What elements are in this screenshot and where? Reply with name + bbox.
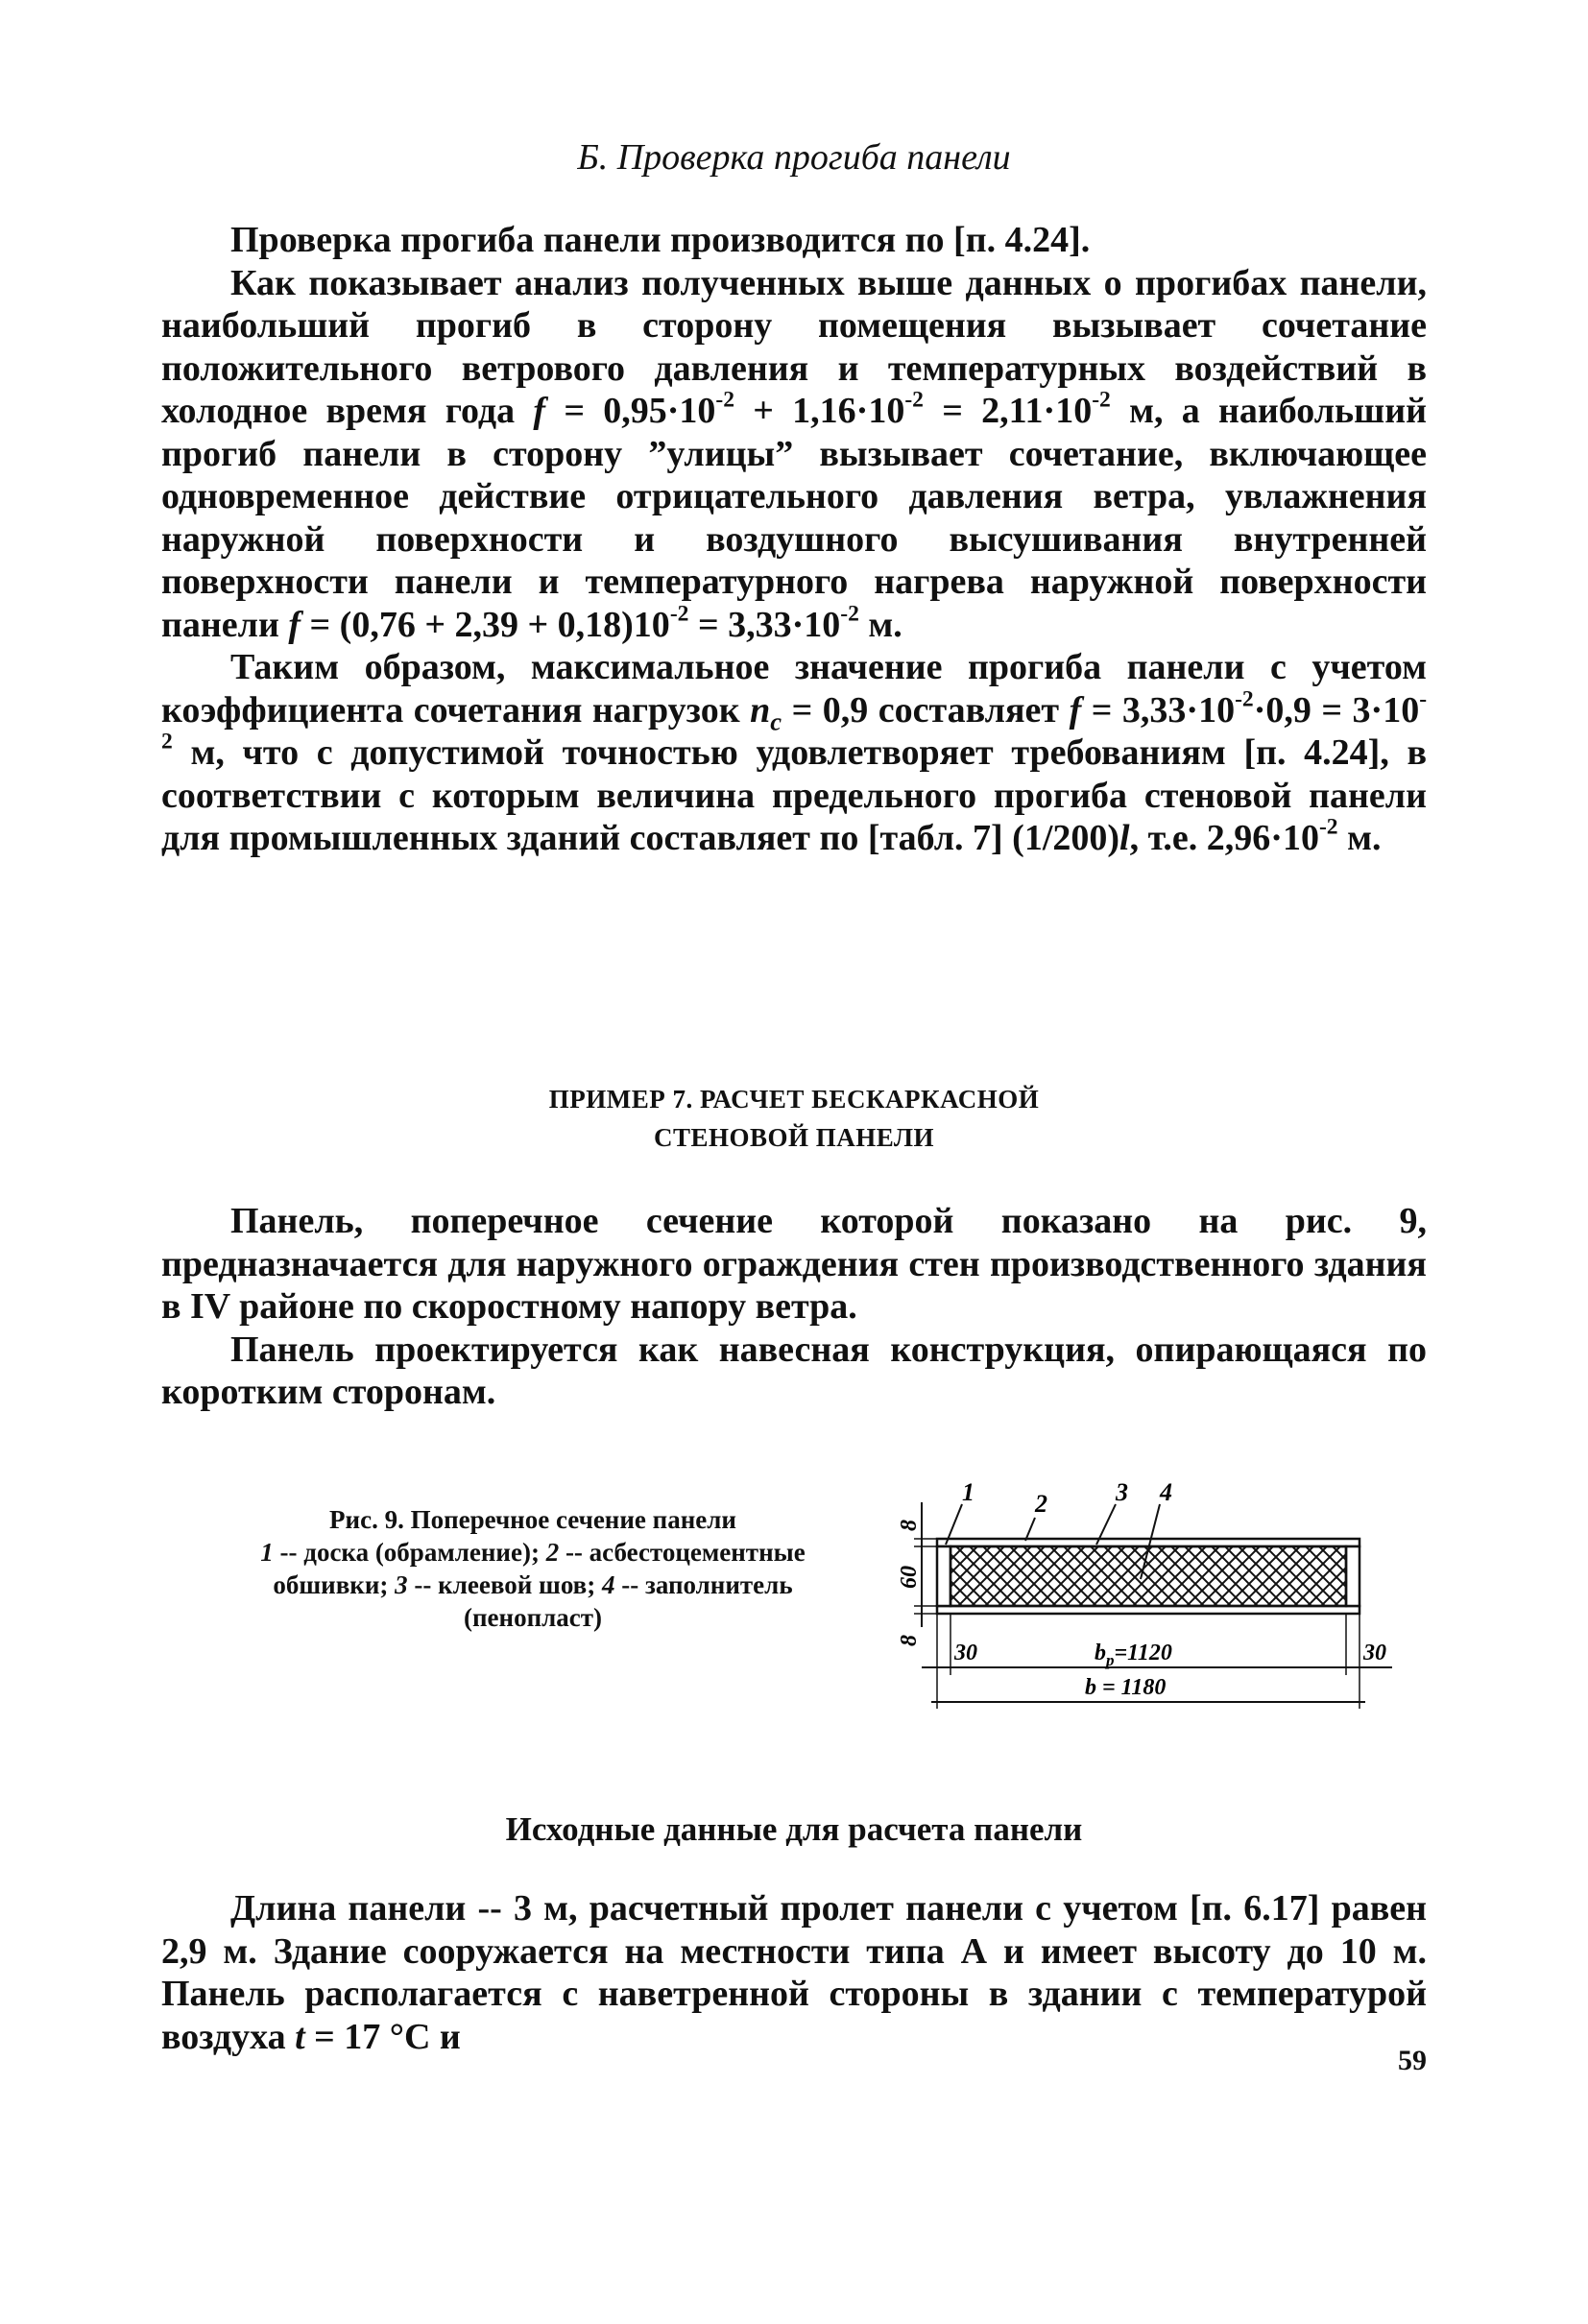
- paragraph: Панель, поперечное сечение которой показано на рис. 9, предназначается для наружного ограждения стен производственного здания в IV районе по скоростному напору ветра.: [161, 1201, 1427, 1327]
- dim-bottom-skin: 8: [897, 1635, 922, 1646]
- right-frame-board: [1346, 1546, 1359, 1606]
- text-section-input-data: [161, 1887, 1427, 2058]
- paragraph: Как показывает анализ полученных выше данных о прогибах панели, наибольший прогиб в сторону помещения вызывает сочетание положительного ветрового давления и температурных воздействий в холодное время года $f = 0,95\cdot 10^{-2} + 1,16\cdot 10^{-2} = 2,11\cdot 10^{-2}$ м, а наибольший прогиб панели в сторону ”улицы” вызывает сочетание, включающее одновременное действие отрицательного давления ветра, увлажнения наружной поверхности и воздушного высушивания внутренней поверхности панели и температурного нагрева наружной поверхности панели $f = (0,76 + 2,39 + 0,18)10^{-2} = 3,33\cdot 10^{-2}$ м.: [161, 262, 1428, 645]
- paragraph: Таким образом, максимальное значение прогиба панели с учетом коэффициента сочетания нагрузок $n_c = 0,9$ составляет $f = 3,33\cdot 10^{-2}\cdot 0,9 = 3\cdot 10^{-2}$ м, что с допустимой точностью удовлетворяет требованиям [п. 4.24], в соответствии с которым величина предельного прогиба стеновой панели для промышленных зданий составляет по [табл. 7] (1/200)l, т.е. $2,96\cdot 10^{-2}$ м.: [161, 647, 1428, 858]
- left-frame-board: [937, 1546, 950, 1606]
- page-number: 59: [1398, 2045, 1427, 2076]
- example-heading: ПРИМЕР 7. РАСЧЕТ БЕСКАРКАСНОЙ СТЕНОВОЙ ПАНЕЛИ: [548, 1085, 1040, 1152]
- dim-30-left: 30: [954, 1641, 977, 1665]
- dim-b: b = 1180: [1085, 1675, 1167, 1700]
- label-4: 4: [1160, 1483, 1172, 1506]
- section-heading: Б. Проверка прогиба панели: [577, 137, 1011, 178]
- label-1: 1: [962, 1483, 974, 1506]
- text-section-example: [161, 1200, 1427, 1414]
- paragraph: Панель проектируется как навесная конструкция, опирающаяся по коротким сторонам.: [161, 1329, 1427, 1412]
- label-2: 2: [1035, 1490, 1047, 1518]
- paragraph: Проверка прогиба панели производится по [п. 4.24].: [230, 220, 1091, 260]
- dim-core: 60: [897, 1566, 922, 1589]
- panel-cross-section-diagram: [893, 1483, 1411, 1723]
- paragraph: Длина панели -- 3 м, расчетный пролет панели с учетом [п. 6.17] равен 2,9 м. Здание сооружается на местности типа А и имеет высоту до 10 м. Панель располагается с наветренной стороны в здании с температурой воздуха t = 17 °С и: [161, 1888, 1427, 2057]
- subheading: Исходные данные для расчета панели: [505, 1810, 1083, 1848]
- figure-caption: Рис. 9. Поперечное сечение панели 1 -- доска (обрамление); 2 -- асбестоцементные обшивки; 3 -- клеевой шов; 4 -- заполнитель (пенопласт): [260, 1505, 806, 1632]
- leader-2: [1025, 1518, 1035, 1541]
- dim-30-right: 30: [1363, 1641, 1386, 1665]
- text-section-deflection: [161, 219, 1427, 860]
- label-3: 3: [1116, 1483, 1128, 1506]
- dim-bp: $b_p=1120$: [1095, 1641, 1172, 1669]
- foam-core: [950, 1546, 1346, 1606]
- dim-top-skin: 8: [897, 1520, 922, 1531]
